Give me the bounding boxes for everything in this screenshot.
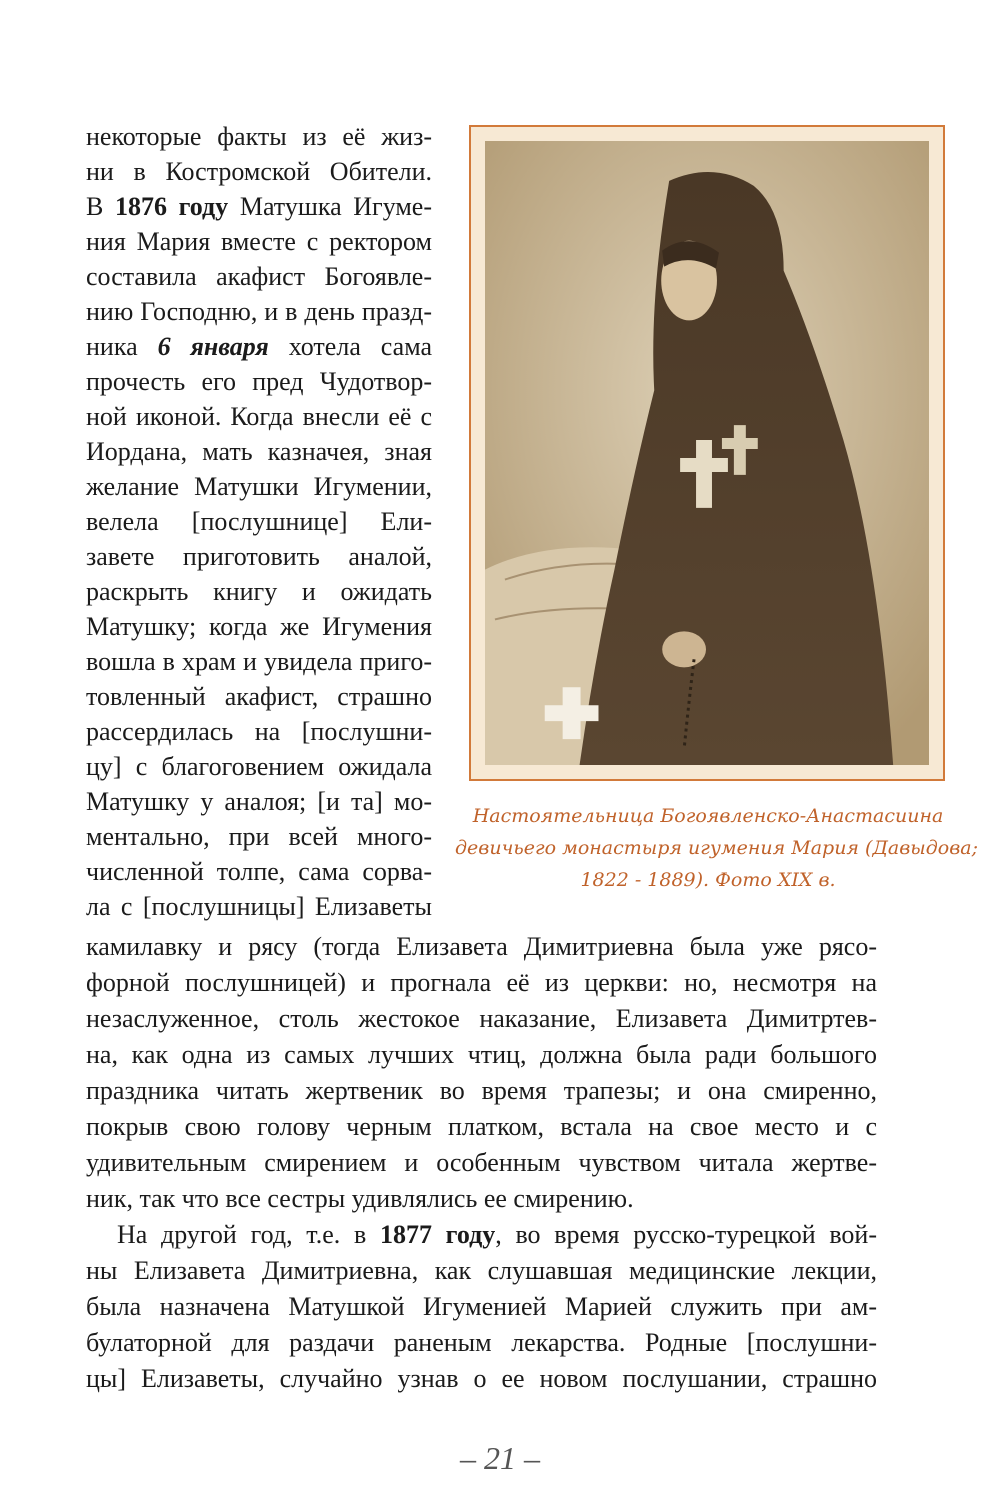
text-line: ни в Костромской Обители.	[86, 157, 432, 186]
text-fragment: В	[86, 192, 115, 221]
text-line: вошла в храм и увидела приго-	[86, 647, 432, 676]
photo-caption-line: 1822 - 1889). Фото XIX в.	[580, 869, 836, 891]
text-line: велела [послушнице] Ели-	[86, 507, 432, 536]
bold-year-1877: 1877 году	[379, 1220, 496, 1249]
page-number: – 21 –	[460, 1440, 540, 1476]
text-line: ник, так что все сестры удивлялись ее смирению.	[86, 1184, 634, 1213]
photo-caption-line: Настоятельница Богоявленско-Анастасиина	[472, 805, 944, 827]
text-line: ла с [послушницы] Елизаветы	[86, 892, 432, 921]
text-line: незаслуженное, столь жестокое наказание, Елизавета Димитртев-	[86, 1004, 877, 1033]
text-line: желание Матушки Игумении,	[86, 472, 432, 501]
text-line: покрыв свою голову черным платком, встала на свое место и с	[86, 1112, 877, 1141]
text-fragment: ника	[86, 332, 158, 361]
text-line: рассердилась на [послушни-	[86, 717, 432, 746]
text-line: ния Мария вместе с ректором	[86, 227, 432, 256]
text-line: праздника читать жертвеник во время трапезы; и она смиренно,	[86, 1076, 877, 1105]
text-line: раскрыть книгу и ожидать	[86, 577, 432, 606]
portrait-photo	[485, 141, 929, 765]
text-line: удивительным смирением и особенным чувством читала жертве-	[86, 1148, 877, 1177]
text-line: была назначена Матушкой Игуменией Марией служить при ам-	[86, 1292, 877, 1321]
text-line: составила акафист Богоявле-	[86, 262, 432, 291]
text-fragment: На другой год, т.е. в	[117, 1220, 380, 1249]
text-line: цы] Елизаветы, случайно узнав о ее новом послушании, страшно	[86, 1364, 877, 1393]
portrait-photo-frame	[469, 125, 945, 781]
text-line: ны Елизавета Димитриевна, как слушавшая медицинские лекции,	[86, 1256, 877, 1285]
text-line: нию Господню, и в день празд-	[86, 297, 432, 326]
text-line: некоторые факты из её жиз-	[86, 122, 432, 151]
text-line: численной толпе, сама сорва-	[86, 857, 432, 886]
text-line: цу] с благоговением ожидала	[86, 752, 432, 781]
bold-date-jan6: 6 января	[157, 332, 269, 361]
text-line: завете приготовить аналой,	[86, 542, 432, 571]
abbess-portrait-image	[485, 141, 929, 765]
text-line: товленный акафист, страшно	[86, 682, 432, 711]
text-line: прочесть его пред Чудотвор-	[86, 367, 432, 396]
text-line: форной послушницей) и прогнала её из церкви: но, несмотря на	[86, 968, 877, 997]
text-line	[117, 1218, 877, 1252]
text-line: Матушку; когда же Игумения	[86, 612, 432, 641]
bold-year-1876: 1876 году	[114, 192, 229, 221]
text-line	[86, 190, 432, 224]
text-line	[86, 330, 432, 364]
photo-caption-line: девичьего монастыря игумения Мария (Давыдова;	[455, 837, 979, 859]
text-line: на, как одна из самых лучших чтиц, должна была ради большого	[86, 1040, 877, 1069]
text-line: Матушку у аналоя; [и та] мо-	[86, 787, 432, 816]
text-line: ментально, при всей много-	[86, 822, 432, 851]
text-fragment: хотела сама	[268, 332, 433, 361]
text-line: булаторной для раздачи раненым лекарства. Родные [послушни-	[86, 1328, 877, 1357]
text-line: Иордана, мать казначея, зная	[86, 437, 432, 466]
text-fragment: Матушка Игуме-	[228, 192, 433, 221]
text-line: камилавку и рясу (тогда Елизавета Димитриевна была уже рясо-	[86, 932, 877, 961]
text-fragment: , во время русско-турецкой вой-	[495, 1220, 878, 1249]
text-line: ной иконой. Когда внесли её с	[86, 402, 432, 431]
